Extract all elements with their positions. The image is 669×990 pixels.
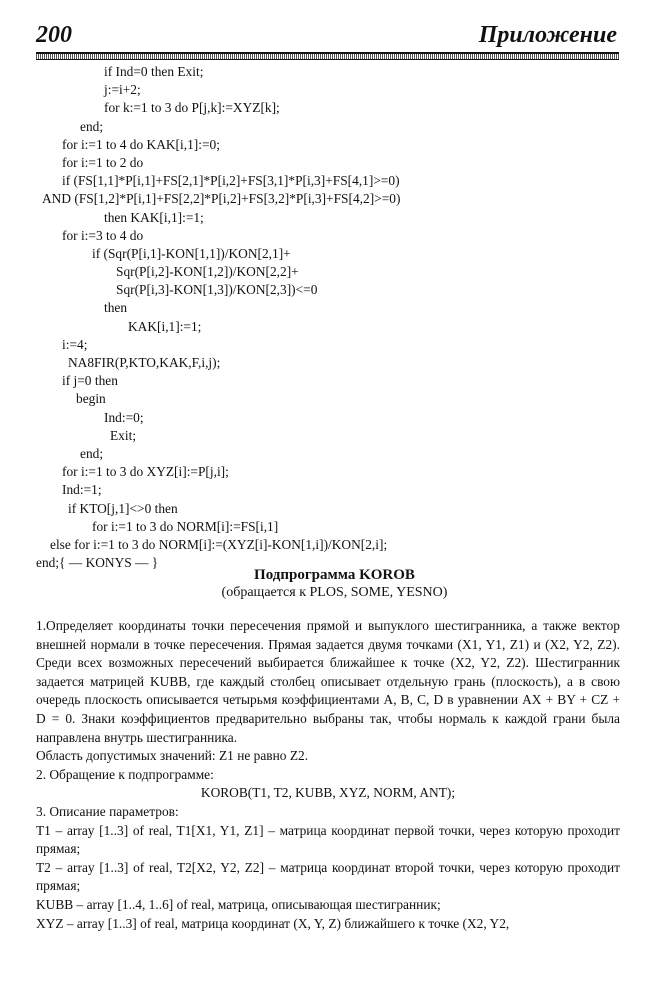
code-line: begin (76, 391, 106, 407)
code-line: if j=0 then (62, 373, 118, 389)
code-line: then KAK[i,1]:=1; (104, 209, 204, 225)
code-line: j:=i+2; (104, 82, 141, 98)
code-line: i:=4; (62, 336, 88, 352)
code-line: Ind:=1; (62, 482, 102, 498)
description-paragraph: 1.Определяет координаты точки пересечения прямой и выпуклого шестигранника, а также вектор внешней нормали в точке пересечения. Прямая задается двумя точками (X1, Y1, Z1) и (X2, Y2, Z2). Среди всех возможных пересечений выбирается ближайшее к точке (X2, Y2, Z2). Шестигранник задается матрицей KUBB, где каждый столбец описывает отдельную грань (плоскость), а в свою очередь плоскость описывается четырьмя коэффициентами A, B, C, D в уравнении AX + BY + CZ + D = 0. Знаки коэффициентов предварительно выбраны так, чтобы нормаль к каждой грани была направлена внутрь шестигранника. (36, 618, 620, 745)
param-kubb: KUBB – array [1..4, 1..6] of real, матрица, описывающая шестигранник; (36, 896, 441, 912)
code-line: for i:=3 to 4 do (62, 227, 144, 243)
code-line: else for i:=1 to 3 do NORM[i]:=(XYZ[i]-KON[1,i])/KON[2,i]; (50, 536, 388, 552)
param-t1: T1 – array [1..3] of real, T1[X1, Y1, Z1] – матрица координат первой точки, через которую проходит прямая; (36, 822, 620, 857)
running-title: Приложение (478, 22, 617, 48)
param-xyz: XYZ – array [1..3] of real, матрица координат (X, Y, Z) ближайшего к точке (X2, Y2, (36, 915, 510, 931)
code-line: if Ind=0 then Exit; (104, 64, 204, 79)
params-heading: 3. Описание параметров: (36, 803, 179, 819)
code-listing (0, 63, 669, 572)
code-line: Exit; (110, 427, 137, 443)
code-line: if (FS[1,1]*P[i,1]+FS[2,1]*P[i,2]+FS[3,1]*P[i,3]+FS[4,1]>=0) (62, 173, 400, 189)
code-line: for i:=1 to 3 do NORM[i]:=FS[i,1] (92, 518, 279, 534)
code-line: AND (FS[1,2]*P[i,1]+FS[2,2]*P[i,2]+FS[3,2]*P[i,3]+FS[4,2]>=0) (42, 191, 401, 207)
header-rule (36, 52, 619, 60)
code-line: if (Sqr(P[i,1]-KON[1,1])/KON[2,1]+ (92, 245, 291, 261)
code-line: end;{ — KONYS — } (36, 555, 159, 571)
domain-paragraph: Область допустимых значений: Z1 не равно Z2. (36, 748, 309, 764)
code-line: for k:=1 to 3 do P[j,k]:=XYZ[k]; (104, 100, 280, 116)
code-line: if KTO[j,1]<>0 then (68, 500, 178, 516)
code-line: KAK[i,1]:=1; (128, 318, 202, 334)
code-line: for i:=1 to 4 do KAK[i,1]:=0; (62, 136, 220, 152)
page-number: 200 (36, 22, 72, 48)
code-line: for i:=1 to 3 do XYZ[i]:=P[j,i]; (62, 464, 229, 480)
code-line: end; (80, 118, 104, 134)
code-line: Ind:=0; (104, 409, 144, 425)
call-heading: 2. Обращение к подпрограмме: (36, 766, 214, 782)
code-line: Sqr(P[i,2]-KON[1,2])/KON[2,2]+ (116, 264, 299, 280)
body-text (36, 617, 620, 933)
code-line: Sqr(P[i,3]-KON[1,3])/KON[2,3])<=0 (116, 282, 318, 298)
section-title: Подпрограмма KOROB (254, 567, 415, 583)
param-t2: T2 – array [1..3] of real, T2[X2, Y2, Z2] – матрица координат второй точки, через которую проходит прямая; (36, 859, 620, 894)
call-signature: KOROB(T1, T2, KUBB, XYZ, NORM, ANT); (200, 785, 456, 801)
code-line: end; (80, 445, 104, 461)
section-subtitle: (обращается к PLOS, SOME, YESNO) (221, 585, 448, 600)
code-line: NA8FIR(P,KTO,KAK,F,i,j); (68, 355, 221, 370)
code-line: for i:=1 to 2 do (62, 154, 144, 170)
code-line: then (104, 300, 128, 316)
